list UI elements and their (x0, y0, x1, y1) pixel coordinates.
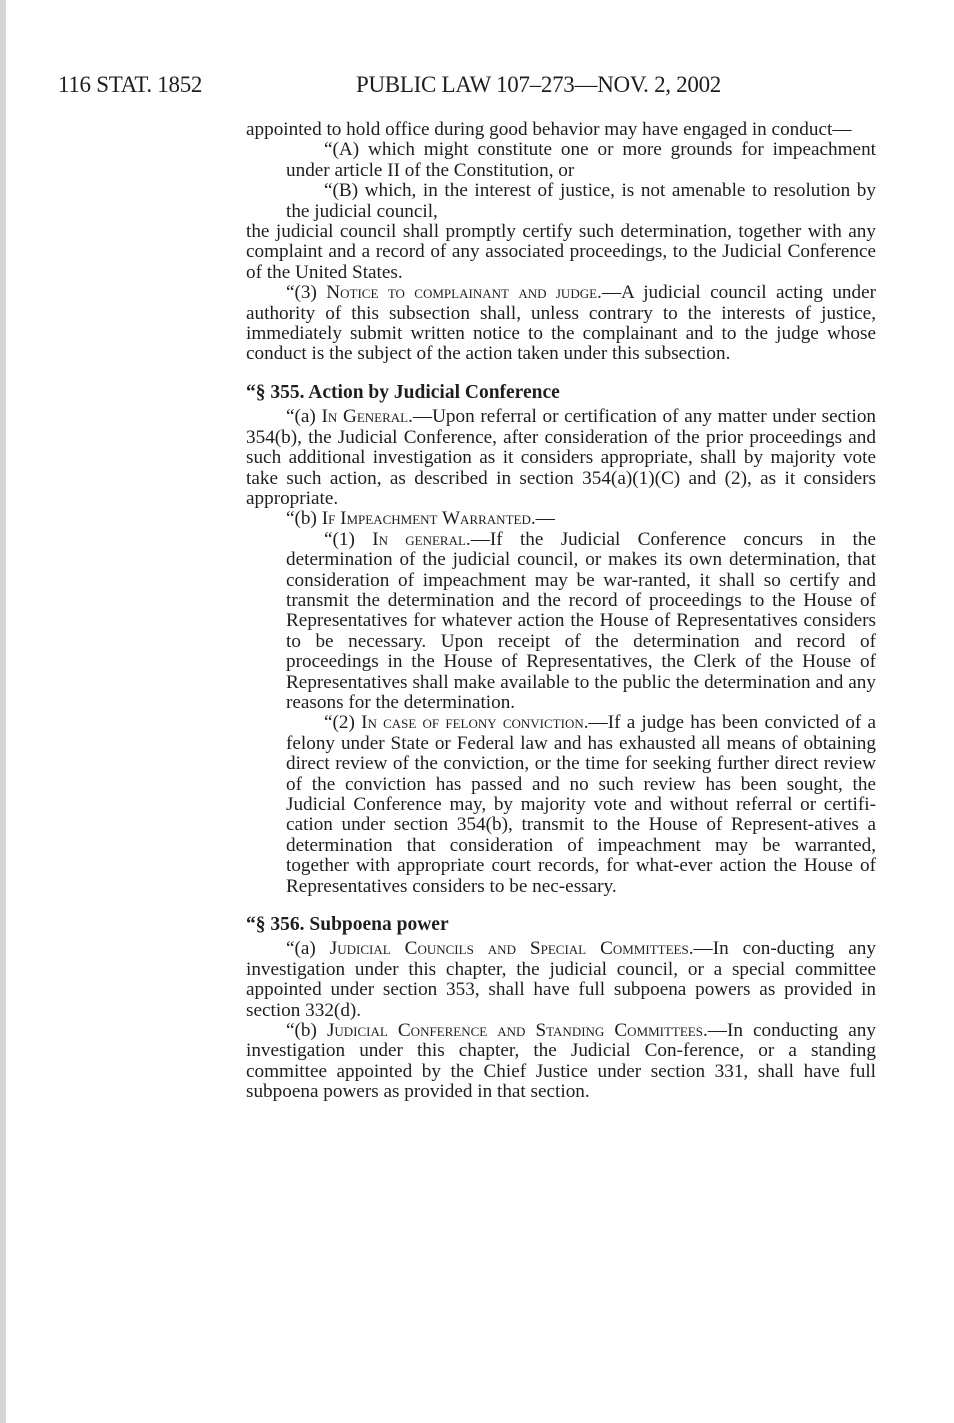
intro-paragraph: appointed to hold office during good behavior may have engaged in conduct— (246, 119, 852, 140)
sec356-a-heading: Judicial Councils and Special Committees. (329, 938, 694, 960)
sec355-b-paragraph-1: “(1) In general.—If the Judicial Conference concurs in the determination of the judicial council, or makes its own determination, that consideration of impeachment may be war-ranted, it shall so certify and transmit the determination and the record of proceedings to the House of Representatives for whatever action the House of Representatives considers to be necessary. Upon receipt of the determination and record of proceedings in the House of Representatives, the Clerk of the House of Representatives shall make available to the public the determination and any reasons for the determination. (286, 528, 877, 713)
section-355-heading: “§ 355. Action by Judicial Conference (246, 381, 560, 403)
sec355-a-heading: In General. (321, 406, 413, 428)
page-title: PUBLIC LAW 107–273—NOV. 2, 2002 (356, 72, 721, 97)
page-edge (0, 0, 6, 1423)
sec356-subsection-a: “(a) Judicial Councils and Special Committees.—In con-ducting any investigation under this chapter, the judicial council, or a special committee appointed under section 353, shall have full subpoena powers as provided in section 332(d). (246, 938, 876, 1021)
sec356-subsection-b: “(b) Judicial Conference and Standing Committees.—In conducting any investigation under this chapter, the Judicial Con-ference, or a standing committee appointed by the Chief Justice under section 331, shall have full subpoena powers as provided in that section. (246, 1020, 876, 1103)
running-header (58, 72, 898, 102)
document-body (246, 120, 876, 1103)
sec355-b-heading: If Impeachment Warranted. (321, 508, 536, 530)
sec355-b2-heading: In case of felony conviction. (361, 712, 589, 734)
sec355-subsection-b: “(b) If Impeachment Warranted.— (286, 508, 555, 530)
section-356-heading: “§ 356. Subpoena power (246, 914, 449, 936)
page-reference: 116 STAT. 1852 (58, 72, 203, 97)
continuation-paragraph: the judicial council shall promptly certify such determination, together with any complaint and a record of any associated proceedings, to the Judicial Conference of the United States. (246, 221, 876, 283)
sec355-b1-heading: In general. (372, 528, 471, 550)
sec356-b-heading: Judicial Conference and Standing Committees. (326, 1020, 708, 1042)
clause-b: “(B) which, in the interest of justice, is not amenable to resolution by the judicial council, (286, 180, 876, 222)
paragraph-3: “(3) Notice to complainant and judge.—A judicial council acting under authority of this subsection shall, unless contrary to the interests of justice, immediately submit written notice to the complainant and to the judge whose conduct is the subject of the action taken under this subsection. (246, 282, 877, 365)
paragraph-3-heading: Notice to complainant and judge. (326, 282, 602, 304)
sec355-subsection-a: “(a) In General.—Upon referral or certification of any matter under section 354(b), the Judicial Conference, after consideration of the prior proceedings and such additional investigation as it considers appropriate, shall by majority vote take such action, as described in section 354(a)(1)(C) and (2), as it considers appropriate. (246, 406, 877, 509)
sec355-b-paragraph-2: “(2) In case of felony conviction.—If a judge has been convicted of a felony under State or Federal law and has exhausted all means of obtaining direct review of the conviction, or the time for seeking further direct review of the conviction has passed and no such review has been sought, the Judicial Conference may, by majority vote and without referral or certifi-cation under section 354(b), transmit to the House of Represent-atives a determination that consideration of impeachment may be warranted, together with appropriate court records, for what-ever action the House of Representatives considers to be nec-essary. (286, 712, 876, 897)
clause-a: “(A) which might constitute one or more grounds for impeachment under article II of the Constitution, or (286, 139, 876, 181)
